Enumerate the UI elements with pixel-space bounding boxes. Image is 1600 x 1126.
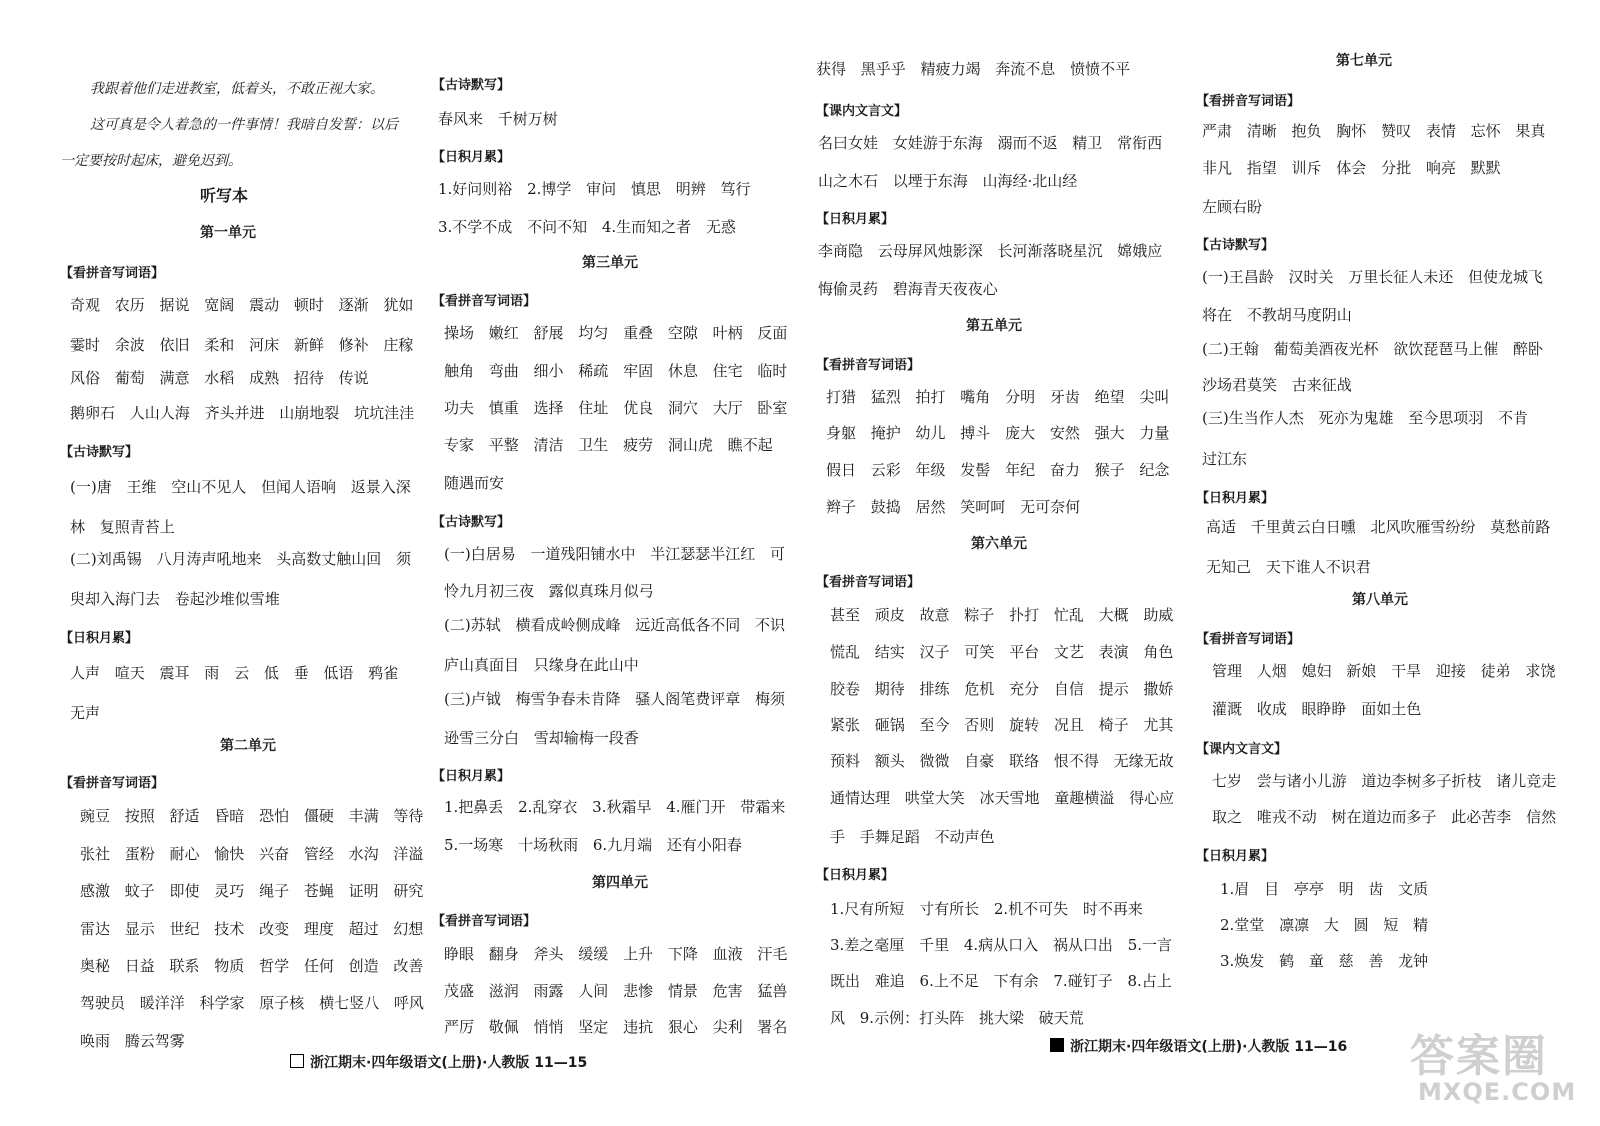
u7-line: 无知己 天下谁人不识君 (1206, 558, 1371, 576)
u2-line: 张社 蛋粉 耐心 愉快 兴奋 管经 水沟 洋溢 (80, 845, 424, 863)
u2-line: 豌豆 按照 舒适 昏暗 恐怕 僵硬 丰满 等待 (80, 807, 424, 825)
u6-line: 3.差之毫厘 千里 4.病从口入 祸从口出 5.一言 (830, 936, 1173, 954)
u7-line: (一)王昌龄 汉时关 万里长征人未还 但使龙城飞 (1202, 268, 1544, 286)
u1-line: 风俗 葡萄 满意 水稻 成熟 招待 传说 (70, 369, 369, 387)
unit-1-title: 第一单元 (200, 225, 256, 241)
u7-line: 过江东 (1202, 450, 1248, 468)
watermark-logo (1410, 1020, 1580, 1110)
u1-heading-daily: 【日积月累】 (60, 631, 139, 646)
u5-line: 辫子 鼓捣 居然 笑呵呵 无可奈何 (826, 498, 1081, 516)
c3-line: 获得 黑乎乎 精疲力竭 奔流不息 愤愤不平 (816, 60, 1131, 78)
u3-line: (三)卢钺 梅雪争春未肯降 骚人阁笔费评章 梅须 (444, 690, 786, 708)
u6-line: 1.尺有所短 寸有所长 2.机不可失 时不再来 (830, 900, 1143, 918)
c2-line: 春风来 千树万树 (438, 110, 558, 128)
u7-line: 沙场君莫笑 古来征战 (1202, 376, 1352, 394)
u2-line: 感激 蚊子 即使 灵巧 绳子 苍蝇 证明 研究 (80, 882, 424, 900)
u6-heading-pinyin: 【看拼音写词语】 (816, 575, 921, 590)
c3-heading-daily: 【日积月累】 (816, 212, 895, 227)
c2-heading-daily: 【日积月累】 (432, 150, 511, 165)
c2-heading-poem: 【古诗默写】 (432, 78, 511, 93)
u7-line: (三)生当作人杰 死亦为鬼雄 至今思项羽 不肯 (1202, 409, 1529, 427)
book-title: 听写本 (200, 186, 249, 205)
u8-heading-pinyin: 【看拼音写词语】 (1196, 632, 1301, 647)
composition-line-1: 我跟着他们走进教室，低着头，不敢正视大家。 (90, 81, 384, 97)
u6-line: 甚至 顽皮 故意 粽子 扑打 忙乱 大概 助威 (830, 606, 1174, 624)
u7-line: 高适 千里黄云白日曛 北风吹雁雪纷纷 莫愁前路 (1206, 518, 1551, 536)
u1-line: 霎时 余波 依旧 柔和 河床 新鲜 修补 庄稼 (70, 336, 414, 354)
u8-line: 2.堂堂 凛凛 大 圆 短 精 (1220, 916, 1429, 934)
u8-line: 1.眉 目 亭亭 明 齿 文质 (1220, 880, 1429, 898)
u3-line: 5.一场寒 十场秋雨 6.九月端 还有小阳春 (444, 836, 742, 854)
u7-heading-poem: 【古诗默写】 (1196, 238, 1275, 253)
u7-line: 左顾右盼 (1202, 198, 1263, 216)
u3-heading-poem: 【古诗默写】 (432, 515, 511, 530)
unit-5-title: 第五单元 (966, 318, 1022, 334)
u1-heading-poem: 【古诗默写】 (60, 445, 139, 460)
unit-8-title: 第八单元 (1352, 592, 1408, 608)
u6-line: 风 9.示例：打头阵 挑大梁 破天荒 (830, 1009, 1084, 1027)
u2-line: 奥秘 日益 联系 物质 哲学 任何 创造 改善 (80, 957, 424, 975)
unit-2-title: 第二单元 (220, 738, 276, 754)
u1-line: 奇观 农历 据说 宽阔 震动 顿时 逐渐 犹如 (70, 296, 414, 314)
c3-line: 悔偷灵药 碧海青天夜夜心 (818, 280, 998, 298)
u3-line: 庐山真面目 只缘身在此山中 (444, 656, 639, 674)
u5-line: 假日 云彩 年级 发髻 年纪 奋力 猴子 纪念 (826, 461, 1170, 479)
u1-line: (二)刘禹锡 八月涛声吼地来 头高数丈触山回 须 (70, 550, 412, 568)
footer-left: 浙江期末·四年级语文(上册)·人教版 11—15 (290, 1052, 587, 1072)
c3-line: 山之木石 以堙于东海 山海经·北山经 (818, 172, 1078, 190)
u8-line: 管理 人烟 媳妇 新娘 干旱 迎接 徒弟 求饶 (1212, 662, 1556, 680)
u3-line: 随遇而安 (444, 474, 505, 492)
u7-line: 非凡 指望 训斥 体会 分批 响亮 默默 (1202, 159, 1501, 177)
u4-line: 严厉 敬佩 悄悄 坚定 违抗 狠心 尖利 署名 (444, 1018, 788, 1036)
unit-4-title: 第四单元 (592, 875, 648, 891)
u1-line: 鹅卵石 人山人海 齐头并进 山崩地裂 坑坑洼洼 (70, 404, 415, 422)
u8-heading-daily: 【日积月累】 (1196, 849, 1275, 864)
u3-line: 操场 嫩红 舒展 均匀 重叠 空隙 叶柄 反面 (444, 324, 788, 342)
u3-line: 逊雪三分白 雪却输梅一段香 (444, 729, 639, 747)
u6-line: 通情达理 哄堂大笑 冰天雪地 童趣横溢 得心应 (830, 789, 1175, 807)
u3-line: (一)白居易 一道残阳铺水中 半江瑟瑟半江红 可 (444, 545, 786, 563)
footer-right: 浙江期末·四年级语文(上册)·人教版 11—16 (1050, 1036, 1347, 1056)
u3-line: 专家 平整 清洁 卫生 疲劳 洞山虎 瞧不起 (444, 436, 773, 454)
u3-heading-pinyin: 【看拼音写词语】 (432, 294, 537, 309)
unit-3-title: 第三单元 (582, 255, 638, 271)
c2-line: 1.好问则裕 2.博学 审问 慎思 明辨 笃行 (438, 180, 751, 198)
unit-7-title: 第七单元 (1336, 53, 1392, 69)
u6-line: 预料 额头 微微 自豪 联络 恨不得 无缘无故 (830, 752, 1174, 770)
u7-heading-daily: 【日积月累】 (1196, 491, 1275, 506)
u5-line: 身躯 掩护 幼儿 搏斗 庞大 安然 强大 力量 (826, 424, 1170, 442)
u6-line: 紧张 砸锅 至今 否则 旋转 况且 椅子 尤其 (830, 716, 1174, 734)
u1-line: (一)唐 王维 空山不见人 但闻人语响 返景入深 (70, 478, 411, 496)
u2-line: 雷达 显示 世纪 技术 改变 理度 超过 幻想 (80, 920, 424, 938)
u6-line: 手 手舞足蹈 不动声色 (830, 828, 995, 846)
u8-line: 3.焕发 鹤 童 慈 善 龙钟 (1220, 952, 1429, 970)
u4-line: 睁眼 翻身 斧头 缓缓 上升 下降 血液 汗毛 (444, 945, 788, 963)
u7-line: 将在 不教胡马度阴山 (1202, 306, 1352, 324)
u6-heading-daily: 【日积月累】 (816, 868, 895, 883)
u2-line: 驾驶员 暖洋洋 科学家 原子核 横七竖八 呼风 (80, 994, 424, 1012)
u4-line: 茂盛 滋润 雨露 人间 悲惨 情景 危害 猛兽 (444, 982, 788, 1000)
u8-line: 取之 唯戎不动 树在道边而多子 此必苦李 信然 (1212, 808, 1557, 826)
u3-heading-daily: 【日积月累】 (432, 769, 511, 784)
u1-line: 林 复照青苔上 (70, 518, 175, 536)
u3-line: 功夫 慎重 选择 住址 优良 洞穴 大厅 卧室 (444, 399, 788, 417)
u2-line: 唤雨 腾云驾雾 (80, 1032, 185, 1050)
u2-heading-pinyin: 【看拼音写词语】 (60, 776, 165, 791)
u8-heading-classical: 【课内文言文】 (1196, 742, 1288, 757)
watermark-line-2: MXQE.COM (1418, 1078, 1577, 1106)
u8-line: 灌溉 收成 眼睁睁 面如土色 (1212, 700, 1422, 718)
unit-6-title: 第六单元 (971, 536, 1027, 552)
c3-line: 名曰女娃 女娃游于东海 溺而不返 精卫 常衔西 (818, 134, 1163, 152)
u1-line: 臾却入海门去 卷起沙堆似雪堆 (70, 590, 280, 608)
u8-line: 七岁 尝与诸小儿游 道边李树多子折枝 诸儿竞走 (1212, 772, 1557, 790)
u6-line: 慌乱 结实 汉子 可笑 平台 文艺 表演 角色 (830, 643, 1174, 661)
u6-line: 胶卷 期待 排练 危机 充分 自信 提示 撒娇 (830, 680, 1174, 698)
u4-heading-pinyin: 【看拼音写词语】 (432, 914, 537, 929)
u3-line: 怜九月初三夜 露似真珠月似弓 (444, 582, 654, 600)
u1-line: 人声 喧天 震耳 雨 云 低 垂 低语 鸦雀 (70, 664, 399, 682)
c3-line: 李商隐 云母屏风烛影深 长河渐落晓星沉 嫦娥应 (818, 242, 1163, 260)
u1-heading-pinyin: 【看拼音写词语】 (60, 266, 165, 281)
u3-line: 1.把鼻丢 2.乱穿衣 3.秋霜早 4.雁门开 带霜来 (444, 798, 786, 816)
u5-line: 打猎 猛烈 拍打 嘴角 分明 牙齿 绝望 尖叫 (826, 388, 1170, 406)
u7-line: 严肃 清晰 抱负 胸怀 赞叹 表情 忘怀 果真 (1202, 122, 1546, 140)
c2-line: 3.不学不成 不问不知 4.生而知之者 无惑 (438, 218, 736, 236)
u1-line: 无声 (70, 704, 101, 722)
u3-line: 触角 弯曲 细小 稀疏 牢固 休息 住宅 临时 (444, 362, 788, 380)
watermark-line-1: 答案圈 (1410, 1031, 1548, 1082)
u7-line: (二)王翰 葡萄美酒夜光杯 欲饮琵琶马上催 醉卧 (1202, 340, 1544, 358)
u6-line: 既出 难追 6.上不足 下有余 7.碰钉子 8.占上 (830, 972, 1172, 990)
u3-line: (二)苏轼 横看成岭侧成峰 远近高低各不同 不识 (444, 616, 786, 634)
u5-heading-pinyin: 【看拼音写词语】 (816, 358, 921, 373)
composition-line-2: 这可真是令人着急的一件事情！我暗自发誓：以后 (90, 117, 398, 133)
u7-heading-pinyin: 【看拼音写词语】 (1196, 94, 1301, 109)
c3-heading-classical: 【课内文言文】 (816, 104, 908, 119)
composition-line-3: 一定要按时起床，避免迟到。 (60, 153, 242, 169)
